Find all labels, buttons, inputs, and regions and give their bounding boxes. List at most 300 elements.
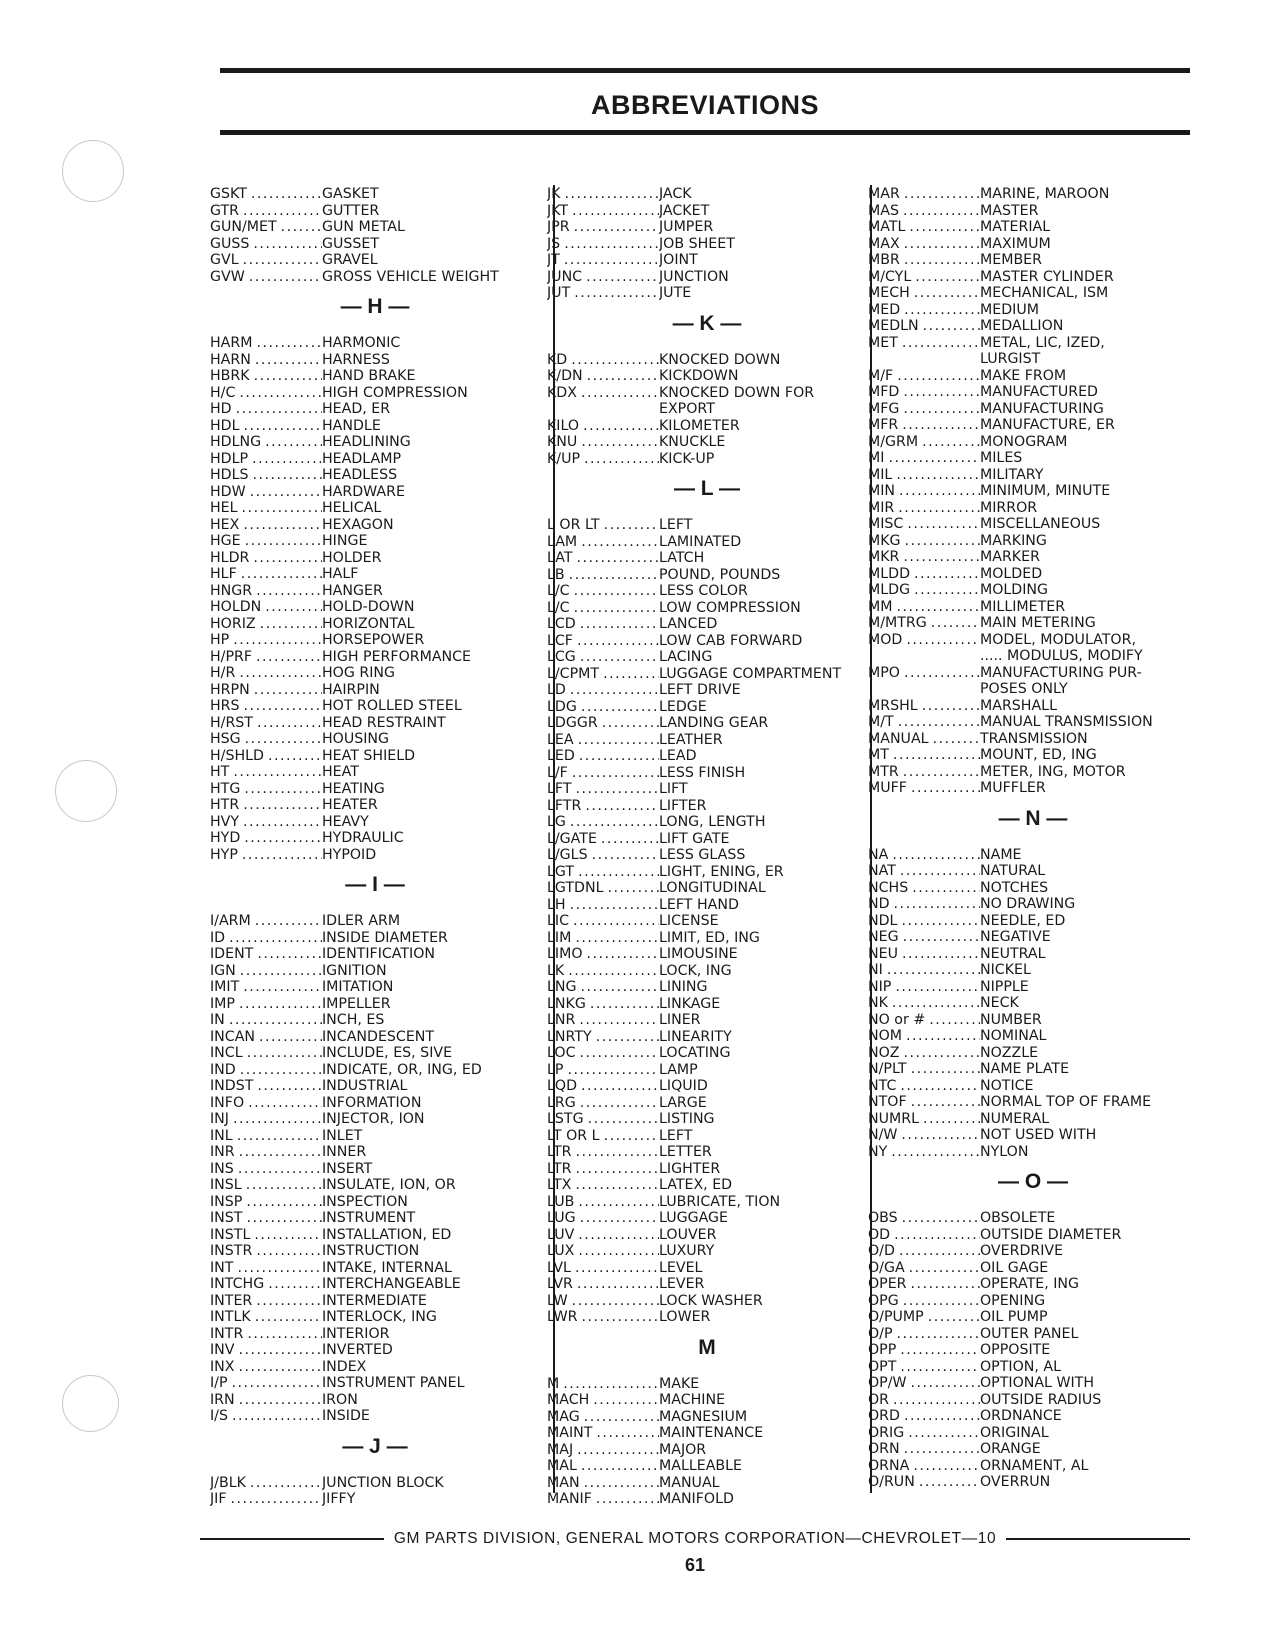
- abbreviation-cell: [210, 219, 322, 236]
- dot-leader: [896, 1342, 980, 1359]
- dot-leader: [242, 1210, 322, 1227]
- abbreviation-entry: [868, 203, 1198, 220]
- abbreviation-cell: [547, 203, 659, 220]
- abbreviation-code: N/PLT: [868, 1061, 907, 1077]
- dot-leader: [900, 1441, 980, 1458]
- abbreviation-code: M/T: [868, 714, 894, 730]
- abbreviation-cell: [868, 913, 980, 930]
- abbreviation-definition: INTAKE, INTERNAL: [322, 1259, 452, 1276]
- abbreviation-definition: HOG RING: [322, 665, 395, 681]
- dot-leader: [589, 1392, 659, 1409]
- abbreviation-code: H/R: [210, 665, 236, 681]
- dot-leader: [577, 385, 659, 402]
- dot-leader: [900, 1408, 980, 1425]
- dot-leader: [573, 550, 660, 567]
- abbreviation-code: INJ: [210, 1111, 229, 1127]
- abbreviation-entry: [547, 1243, 867, 1260]
- abbreviation-cell: [868, 318, 980, 335]
- abbreviation-code: KDX: [547, 384, 577, 401]
- dot-leader: [240, 830, 322, 847]
- abbreviation-entry: [868, 1408, 1198, 1425]
- abbreviation-entry: [547, 1177, 867, 1194]
- abbreviation-definition: ORDNANCE: [980, 1408, 1062, 1424]
- abbreviation-cell: [868, 1210, 980, 1227]
- dot-leader: [576, 616, 659, 633]
- abbreviation-cell: [868, 896, 980, 913]
- dot-leader: [576, 1210, 659, 1227]
- abbreviation-entry: [210, 913, 540, 930]
- abbreviation-definition: LARGE: [659, 1094, 707, 1111]
- abbreviation-definition: LINING: [659, 979, 708, 995]
- dot-leader: [256, 616, 322, 633]
- dot-leader: [907, 1061, 980, 1078]
- abbreviation-definition: OIL GAGE: [980, 1259, 1049, 1276]
- abbreviation-section: [547, 1330, 867, 1508]
- abbreviation-cell: [210, 236, 322, 253]
- abbreviation-code: LIMO: [547, 946, 583, 962]
- abbreviation-cell: [868, 1227, 980, 1244]
- abbreviation-cell: [868, 236, 980, 253]
- abbreviation-code: O/P: [868, 1325, 893, 1342]
- abbreviation-entry: [547, 1144, 867, 1161]
- abbreviation-entry: [868, 1061, 1198, 1078]
- abbreviation-entry: [210, 1012, 540, 1029]
- dot-leader: [228, 1375, 322, 1392]
- abbreviation-cell: [868, 1028, 980, 1045]
- abbreviation-entry: [547, 847, 867, 864]
- abbreviation-definition: MEDALLION: [980, 318, 1064, 334]
- abbreviation-entry: [547, 517, 867, 534]
- dot-leader: [577, 979, 659, 996]
- dot-leader: [568, 765, 659, 782]
- abbreviation-cell: [210, 913, 322, 930]
- abbreviation-cell: [210, 1177, 322, 1194]
- abbreviation-entry: [868, 1375, 1198, 1392]
- abbreviation-cell: [868, 467, 980, 484]
- dot-leader: [915, 1474, 980, 1491]
- abbreviation-definition: HEAD RESTRAINT: [322, 714, 446, 731]
- abbreviation-definition: INDEX: [322, 1358, 367, 1375]
- abbreviation-code: INSTR: [210, 1243, 253, 1259]
- abbreviation-code: MKR: [868, 549, 900, 565]
- abbreviation-entry: [868, 1045, 1198, 1062]
- dot-leader: [243, 1045, 322, 1062]
- abbreviation-cell: [547, 814, 659, 831]
- dot-leader: [571, 1260, 659, 1277]
- dot-leader: [570, 285, 659, 302]
- abbreviation-entry: [210, 385, 540, 402]
- abbreviation-entry: [547, 963, 867, 980]
- dot-leader: [883, 962, 980, 979]
- dot-leader: [573, 1442, 659, 1459]
- abbreviation-code: KNU: [547, 434, 578, 450]
- abbreviation-definition: EXPORT: [659, 401, 715, 417]
- abbreviation-code: MAJ: [547, 1441, 574, 1458]
- abbreviation-code: NOZ: [868, 1044, 900, 1061]
- abbreviation-entry: [547, 979, 867, 996]
- dot-leader: [234, 1161, 322, 1178]
- dot-leader: [575, 1012, 659, 1029]
- abbreviation-cell: [547, 1475, 659, 1492]
- abbreviation-code: GVL: [210, 252, 239, 268]
- dot-leader: [570, 219, 659, 236]
- abbreviation-code: HDW: [210, 483, 246, 500]
- abbreviation-entry: [210, 434, 540, 451]
- abbreviation-code: HTR: [210, 797, 240, 813]
- abbreviation-entry: [868, 698, 1198, 715]
- abbreviation-cell: [210, 764, 322, 781]
- dot-leader: [900, 302, 980, 319]
- abbreviation-definition: NAME PLATE: [980, 1061, 1070, 1077]
- abbreviation-code: LCF: [547, 632, 573, 649]
- abbreviation-definition: INSPECTION: [322, 1193, 408, 1210]
- abbreviation-entry: [547, 1012, 867, 1029]
- abbreviation-definition: MATERIAL: [980, 219, 1051, 235]
- abbreviation-entry: [547, 1293, 867, 1310]
- dot-leader: [246, 484, 322, 501]
- dot-leader: [235, 1342, 322, 1359]
- dot-leader: [239, 203, 322, 220]
- abbreviation-cell: [868, 1293, 980, 1310]
- abbreviation-entry: [868, 1276, 1198, 1293]
- abbreviation-entry: [868, 1474, 1198, 1491]
- abbreviation-cell: [868, 847, 980, 864]
- abbreviation-definition: MALLEABLE: [659, 1458, 743, 1474]
- abbreviation-code: LNR: [547, 1012, 576, 1028]
- abbreviation-definition: ..... MODULUS, MODIFY: [980, 648, 1143, 664]
- abbreviation-entry: [210, 847, 540, 864]
- abbreviation-definition: LANCED: [659, 616, 718, 632]
- abbreviation-definition: LUGGAGE: [659, 1210, 728, 1226]
- abbreviation-entry: [868, 1078, 1198, 1095]
- dot-leader: [890, 896, 980, 913]
- abbreviation-definition: MARKER: [980, 549, 1040, 565]
- abbreviation-cell: [210, 1062, 322, 1079]
- abbreviation-cell: [868, 1243, 980, 1260]
- abbreviation-code: ORIG: [868, 1424, 905, 1441]
- abbreviation-section: [210, 289, 540, 863]
- dot-leader: [252, 335, 322, 352]
- abbreviation-section: [210, 186, 540, 285]
- abbreviation-code: INSTL: [210, 1226, 251, 1243]
- abbreviation-entry: [868, 434, 1198, 451]
- dot-leader: [888, 995, 980, 1012]
- abbreviation-code: MI: [868, 450, 885, 466]
- dot-leader: [241, 533, 322, 550]
- abbreviation-cell: [868, 1127, 980, 1144]
- abbreviation-code: LK: [547, 962, 565, 979]
- dot-leader: [570, 600, 659, 617]
- abbreviation-definition: LIGHTER: [659, 1160, 721, 1177]
- abbreviation-cell: [547, 1161, 659, 1178]
- abbreviation-cell: [210, 847, 322, 864]
- dot-leader: [907, 1276, 980, 1293]
- abbreviation-definition: LOCK, ING: [659, 962, 732, 979]
- dot-leader: [901, 533, 980, 550]
- dot-leader: [261, 434, 322, 451]
- abbreviation-definition: LIFT GATE: [659, 830, 730, 847]
- abbreviation-definition: INSTRUMENT: [322, 1210, 416, 1226]
- abbreviation-code: N/W: [868, 1127, 898, 1143]
- abbreviation-code: LT OR L: [547, 1127, 600, 1144]
- abbreviation-definition: LURGIST: [980, 351, 1041, 367]
- abbreviation-cell: [868, 203, 980, 220]
- abbreviation-definition: HORIZONTAL: [322, 615, 415, 632]
- abbreviation-entry: [547, 269, 867, 286]
- abbreviation-entry: [547, 1128, 867, 1145]
- abbreviation-definition: MAIN METERING: [980, 615, 1096, 631]
- abbreviation-entry: [547, 352, 867, 369]
- abbreviation-cell: [868, 1144, 980, 1161]
- abbreviation-entry: [210, 335, 540, 352]
- abbreviation-cell: [547, 600, 659, 617]
- abbreviation-definition: KNOCKED DOWN: [659, 351, 781, 368]
- abbreviation-cell: [547, 765, 659, 782]
- binder-hole-mark: [62, 140, 124, 202]
- abbreviation-definition: MANUFACTURING PUR-: [980, 664, 1142, 681]
- dot-leader: [577, 434, 659, 451]
- abbreviation-definition: JIFFY: [322, 1491, 356, 1507]
- abbreviation-entry: [868, 632, 1198, 649]
- abbreviation-cell: [210, 814, 322, 831]
- dot-leader: [574, 864, 659, 881]
- dot-leader: [235, 385, 322, 402]
- dot-leader: [245, 269, 322, 286]
- abbreviation-code: LCD: [547, 616, 576, 632]
- abbreviation-definition: LEATHER: [659, 731, 723, 748]
- abbreviation-entry: [210, 1293, 540, 1310]
- abbreviation-code: MT: [868, 747, 889, 763]
- abbreviation-cell: [210, 533, 322, 550]
- abbreviation-cell: [868, 1326, 980, 1343]
- abbreviation-cell: [868, 1012, 980, 1029]
- abbreviation-section: [547, 186, 867, 302]
- dot-leader: [896, 1078, 980, 1095]
- abbreviation-code: INR: [210, 1144, 235, 1160]
- abbreviation-definition: OVERRUN: [980, 1474, 1051, 1490]
- abbreviation-definition: MANUFACTURED: [980, 384, 1098, 400]
- abbreviation-definition: MOUNT, ED, ING: [980, 747, 1097, 763]
- dot-leader: [592, 1029, 659, 1046]
- abbreviation-entry: [210, 996, 540, 1013]
- abbreviation-entry: [868, 533, 1198, 550]
- abbreviation-cell: [547, 285, 659, 302]
- abbreviation-definition: MEMBER: [980, 252, 1043, 268]
- abbreviation-entry: [210, 236, 540, 253]
- abbreviation-cell: [210, 467, 322, 484]
- abbreviation-cell: [210, 1392, 322, 1409]
- dot-leader: [232, 401, 322, 418]
- abbreviation-code: GTR: [210, 202, 240, 219]
- abbreviation-cell: [547, 979, 659, 996]
- abbreviation-definition: MANUAL TRANSMISSION: [980, 714, 1153, 730]
- abbreviation-definition: MACHINE: [659, 1392, 726, 1408]
- abbreviation-cell: [868, 186, 980, 203]
- binder-hole-mark: [55, 760, 117, 822]
- abbreviation-definition: LIGHT, ENING, ER: [659, 863, 784, 880]
- abbreviation-cell: [868, 1474, 980, 1491]
- abbreviation-entry: [868, 1326, 1198, 1343]
- dot-leader: [599, 666, 659, 683]
- section-heading: — L —: [673, 477, 741, 500]
- abbreviation-definition: INFORMATION: [322, 1094, 422, 1111]
- abbreviation-code: LDG: [547, 698, 577, 715]
- abbreviation-code: LSTG: [547, 1111, 584, 1127]
- footer-text: GM PARTS DIVISION, GENERAL MOTORS CORPORATION—CHEVROLET—10: [393, 1530, 997, 1547]
- abbreviation-definition: LIMOUSINE: [659, 946, 738, 962]
- dot-leader: [577, 699, 659, 716]
- abbreviation-definition: LUGGAGE COMPARTMENT: [659, 665, 842, 682]
- abbreviation-definition: HYPOID: [322, 846, 377, 863]
- abbreviation-code: IND: [210, 1061, 236, 1078]
- abbreviation-definition: NOZZLE: [980, 1044, 1039, 1061]
- abbreviation-code: LGT: [547, 863, 575, 880]
- abbreviation-code: JUNC: [547, 268, 583, 285]
- abbreviation-code: HEL: [210, 500, 238, 516]
- abbreviation-code: HORIZ: [210, 615, 256, 632]
- abbreviation-definition: HEADLESS: [322, 467, 398, 483]
- dot-leader: [896, 1359, 980, 1376]
- abbreviation-definition: NUMERAL: [980, 1110, 1050, 1127]
- dot-leader: [243, 1326, 322, 1343]
- abbreviation-definition: GROSS VEHICLE WEIGHT: [322, 268, 499, 285]
- abbreviation-definition: IDENTIFICATION: [322, 946, 436, 962]
- abbreviation-cell: [868, 549, 980, 566]
- abbreviation-cell: [868, 285, 980, 302]
- abbreviation-definition: INDICATE, OR, ING, ED: [322, 1061, 482, 1078]
- abbreviation-entry: [868, 582, 1198, 599]
- abbreviation-definition: LOWER: [659, 1309, 711, 1325]
- abbreviation-code: M/CYL: [868, 268, 912, 285]
- abbreviation-entry: [210, 1144, 540, 1161]
- abbreviation-entry: [868, 285, 1198, 302]
- abbreviation-definition: LOCATING: [659, 1045, 731, 1061]
- abbreviation-entry: [210, 1276, 540, 1293]
- abbreviation-code: HDLNG: [210, 434, 262, 450]
- abbreviation-cell: [210, 352, 322, 369]
- abbreviation-entry: [547, 1045, 867, 1062]
- abbreviation-cell: [210, 1029, 322, 1046]
- abbreviation-cell: [547, 434, 659, 451]
- abbreviation-code: ORNA: [868, 1457, 910, 1474]
- abbreviation-definition: GRAVEL: [322, 252, 378, 268]
- abbreviation-definition: MANIFOLD: [659, 1491, 734, 1507]
- abbreviation-code: MIR: [868, 499, 895, 516]
- abbreviation-entry: [868, 979, 1198, 996]
- dot-leader: [227, 1491, 322, 1508]
- dot-leader: [904, 1425, 980, 1442]
- abbreviation-cell: [547, 1111, 659, 1128]
- dot-leader: [247, 186, 322, 203]
- abbreviation-cell: [547, 1458, 659, 1475]
- abbreviation-code: HEX: [210, 516, 240, 533]
- abbreviation-entry: [547, 451, 867, 468]
- abbreviation-cell: [547, 1227, 659, 1244]
- abbreviation-definition: OBSOLETE: [980, 1210, 1056, 1226]
- dot-leader: [908, 880, 980, 897]
- abbreviation-code: MAS: [868, 202, 899, 219]
- abbreviation-cell: [210, 682, 322, 699]
- abbreviation-entry: [868, 1227, 1198, 1244]
- abbreviation-definition: LACING: [659, 649, 713, 665]
- page-title: ABBREVIATIONS: [590, 90, 819, 120]
- abbreviation-entry: [210, 1227, 540, 1244]
- abbreviation-code: OPT: [868, 1358, 897, 1375]
- abbreviation-entry: [547, 567, 867, 584]
- abbreviation-entry: [868, 1342, 1198, 1359]
- dot-leader: [903, 516, 980, 533]
- abbreviation-code: JKT: [547, 202, 569, 219]
- abbreviation-entry: [210, 566, 540, 583]
- abbreviation-code: OR: [868, 1391, 890, 1408]
- abbreviation-entry: [210, 748, 540, 765]
- dot-leader: [925, 1012, 980, 1029]
- abbreviation-cell: [210, 401, 322, 418]
- abbreviation-code: I/S: [210, 1408, 228, 1424]
- abbreviation-code: NY: [868, 1143, 888, 1160]
- dot-leader: [899, 1293, 980, 1310]
- abbreviation-cell: [210, 748, 322, 765]
- abbreviation-entry: [547, 616, 867, 633]
- abbreviation-definition: NOMINAL: [980, 1028, 1047, 1044]
- abbreviation-cell: [210, 1210, 322, 1227]
- dot-leader: [250, 1227, 322, 1244]
- dot-leader: [577, 534, 659, 551]
- abbreviation-definition: NEEDLE, ED: [980, 912, 1066, 929]
- abbreviation-entry: [547, 814, 867, 831]
- abbreviation-cell: [210, 830, 322, 847]
- abbreviation-definition: HARMONIC: [322, 335, 401, 351]
- dot-leader: [898, 946, 980, 963]
- abbreviation-definition: LINER: [659, 1012, 701, 1028]
- abbreviation-code: MANUAL: [868, 730, 929, 747]
- abbreviation-code: I/P: [210, 1375, 228, 1391]
- abbreviation-cell: [868, 1458, 980, 1475]
- dot-leader: [898, 335, 980, 352]
- abbreviation-code: HBRK: [210, 368, 250, 384]
- abbreviation-entry: [210, 946, 540, 963]
- abbreviation-entry: [210, 1392, 540, 1409]
- abbreviation-definition: INSIDE DIAMETER: [322, 929, 448, 946]
- abbreviation-cell: [547, 236, 659, 253]
- dot-leader: [910, 285, 980, 302]
- abbreviation-definition: INSIDE: [322, 1408, 370, 1424]
- abbreviation-definition: HEADLINING: [322, 434, 411, 450]
- abbreviation-code: OP/W: [868, 1375, 907, 1391]
- abbreviation-definition: POSES ONLY: [980, 681, 1068, 697]
- footer: [200, 1530, 1190, 1548]
- abbreviation-code: IDENT: [210, 946, 254, 962]
- abbreviation-definition: HIGH PERFORMANCE: [322, 648, 472, 665]
- dot-leader: [919, 318, 980, 335]
- abbreviation-entry: [868, 847, 1198, 864]
- dot-leader: [583, 368, 659, 385]
- abbreviation-definition: NOTICE: [980, 1077, 1034, 1094]
- dot-leader: [911, 269, 980, 286]
- abbreviation-definition: HEATER: [322, 797, 378, 813]
- abbreviation-entry: [547, 930, 867, 947]
- abbreviation-code: HYD: [210, 830, 241, 846]
- abbreviation-code: INS: [210, 1160, 234, 1177]
- abbreviation-code: ID: [210, 929, 226, 946]
- dot-leader: [895, 483, 980, 500]
- abbreviation-cell: [547, 1045, 659, 1062]
- dot-leader: [898, 417, 980, 434]
- abbreviation-code: INDST: [210, 1078, 254, 1094]
- abbreviation-entry: [547, 385, 867, 402]
- dot-leader: [898, 1210, 980, 1227]
- abbreviation-entry: [210, 731, 540, 748]
